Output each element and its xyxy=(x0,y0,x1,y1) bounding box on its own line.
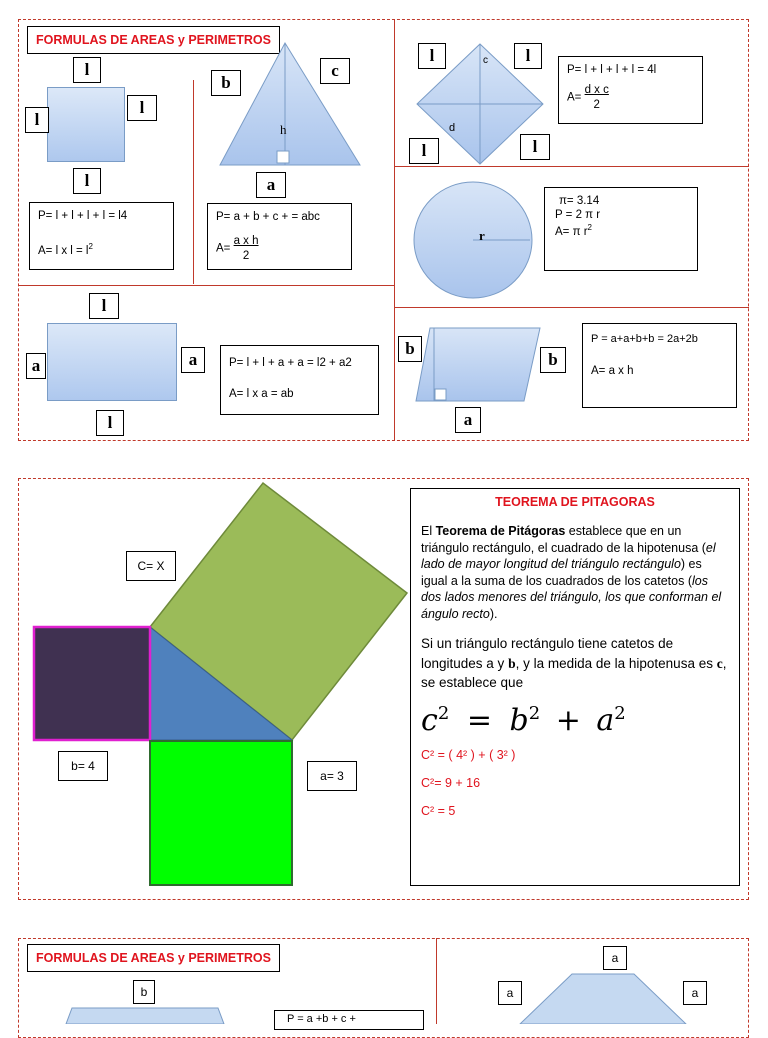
square-area xyxy=(38,242,165,258)
eq-plus: + xyxy=(555,702,581,738)
eq-c-exp: 2 xyxy=(437,702,450,724)
pythagoras-textbox xyxy=(410,488,740,886)
rhombus-label-br: l xyxy=(520,134,550,160)
rectangle-area: A= l x a = ab xyxy=(229,388,294,401)
rectangle-perimeter: P= l + l + a + a = l2 + a2 xyxy=(229,357,352,369)
divider xyxy=(18,285,394,286)
divider xyxy=(436,938,437,1024)
calc-line-1: C² = ( 4² ) + ( 3² ) xyxy=(421,747,516,762)
circle-area-text: A= π r xyxy=(555,225,588,238)
triangle-label-b: b xyxy=(211,70,241,96)
eq-a-exp: 2 xyxy=(614,702,626,724)
a-label-box: a= 3 xyxy=(307,761,357,791)
triangle-area-fraction xyxy=(234,234,259,263)
section-title-bottom: FORMULAS DE AREAS y PERIMETROS xyxy=(27,944,280,972)
eq-b-exp: 2 xyxy=(528,702,541,724)
square-perimeter: P= l + l + l + l = l4 xyxy=(38,210,128,222)
circle-area xyxy=(555,223,689,239)
divider xyxy=(394,307,749,308)
parallelogram-area: A= a x h xyxy=(591,364,634,377)
trapezoid-formula-box xyxy=(274,1010,424,1030)
divider xyxy=(394,19,395,441)
pythagoras-title: TEOREMA DE PITAGORAS xyxy=(495,495,655,509)
p1-c: establece que en un triángulo rectángulo, el cuadrado de la hipotenusa ( xyxy=(421,524,706,555)
triangle-label-h: h xyxy=(280,122,287,137)
triangle-area xyxy=(216,234,343,263)
p1-d: el lado de mayor longitud del triángulo rectángulo xyxy=(421,540,716,571)
rhombus-area xyxy=(567,83,694,112)
rhombus-label-bl: l xyxy=(409,138,439,164)
rectangle-shape xyxy=(47,323,177,401)
triangle-label-a: a xyxy=(256,172,286,198)
section-title: FORMULAS DE AREAS y PERIMETROS xyxy=(27,26,280,54)
trapezoid-perimeter: P = a +b + c + xyxy=(287,1013,356,1025)
triangle-area-num: a x h xyxy=(233,235,259,248)
calc-line-2: C²= 9 + 16 xyxy=(421,775,481,790)
triangle-area-prefix: A= xyxy=(216,242,231,255)
p2-d: c xyxy=(716,655,723,671)
divider xyxy=(193,80,194,284)
square-formula-box xyxy=(29,202,174,270)
trapezoid-shape-right xyxy=(510,972,700,1024)
rhombus-label-tl: l xyxy=(418,43,446,69)
rectangle-formula-box xyxy=(220,345,379,415)
square-label-right: l xyxy=(127,95,157,121)
rhombus-perimeter: P= l + l + l + l = 4l xyxy=(567,64,657,76)
rectangle-label-bottom: l xyxy=(96,410,124,436)
rectangle-label-right: a xyxy=(181,347,205,373)
p1-f: los dos lados menores del triángulo, los que conforman el ángulo recto xyxy=(421,573,722,621)
circle-area-exp: 2 xyxy=(587,222,592,232)
trapezoid-shape-left xyxy=(60,1006,230,1024)
p1-e: ) es igual a la suma de los cuadrados de los catetos ( xyxy=(421,557,702,588)
circle-formula-box xyxy=(544,187,698,271)
trapezoid-label-a-right: a xyxy=(683,981,707,1005)
p1-a: El xyxy=(421,524,436,538)
rhombus-area-num: d x c xyxy=(584,84,609,97)
p2-c: , y la medida de la hipotenusa es xyxy=(515,655,717,671)
parallelogram-shape xyxy=(414,326,544,404)
p2-a: Si un triángulo rectángulo tiene catetos de longitudes a y xyxy=(421,636,674,671)
calc-line-3: C² = 5 xyxy=(421,803,456,818)
rhombus-area-den: 2 xyxy=(593,98,600,111)
pythagoras-paragraph-2 xyxy=(421,634,729,693)
square-label-left: l xyxy=(25,107,49,133)
p2-b: b xyxy=(508,655,516,671)
rectangle-label-left: a xyxy=(26,353,46,379)
pythagoras-paragraph-1 xyxy=(421,523,729,622)
parallelogram-perimeter: P = a+a+b+b = 2a+2b xyxy=(591,333,698,345)
leg-b-square xyxy=(34,627,150,740)
pythagoras-figure xyxy=(30,480,410,890)
rectangle-label-top: l xyxy=(89,293,119,319)
p1-g: ). xyxy=(489,606,498,621)
square-area-text: A= l x l = l xyxy=(38,245,89,258)
rhombus-label-c: c xyxy=(483,55,488,66)
triangle-formula-box xyxy=(207,203,352,270)
triangle-area-den: 2 xyxy=(242,249,250,262)
eq-b: b xyxy=(509,702,529,738)
triangle-perimeter: P= a + b + c + = abc xyxy=(216,211,320,223)
rhombus-area-fraction xyxy=(585,83,609,112)
rhombus-area-prefix: A= xyxy=(567,91,582,104)
circle-pi: π= 3.14 xyxy=(559,195,600,207)
eq-a: a xyxy=(596,702,615,738)
trapezoid-label-a-top: a xyxy=(603,946,627,970)
trapezoid-label-b: b xyxy=(133,980,155,1004)
parallelogram-formula-box xyxy=(582,323,737,408)
circle-label-r: r xyxy=(479,228,485,243)
rhombus-label-tr: l xyxy=(514,43,542,69)
square-label-bottom: l xyxy=(73,168,101,194)
circle-shape xyxy=(412,180,534,300)
trapezoid-label-a-left: a xyxy=(498,981,522,1005)
p1-b: Teorema de Pitágoras xyxy=(435,524,566,538)
circle-perimeter: P = 2 π r xyxy=(555,209,601,222)
eq-equals: = xyxy=(466,702,492,738)
p2-e: , se establece que xyxy=(421,655,727,691)
parallelogram-label-right: b xyxy=(540,347,566,373)
square-area-exp: 2 xyxy=(88,242,93,252)
c-label-box: C= X xyxy=(126,551,176,581)
pythagoras-equation xyxy=(421,703,729,738)
leg-a-square xyxy=(150,741,292,885)
square-shape xyxy=(47,87,125,162)
square-label-top: l xyxy=(73,57,101,83)
triangle-label-c: c xyxy=(320,58,350,84)
b-label-box: b= 4 xyxy=(58,751,108,781)
eq-c: c xyxy=(421,702,438,738)
parallelogram-label-bottom: a xyxy=(455,407,481,433)
parallelogram-label-left: b xyxy=(398,336,422,362)
rhombus-label-d: d xyxy=(449,122,456,134)
rhombus-formula-box xyxy=(558,56,703,124)
